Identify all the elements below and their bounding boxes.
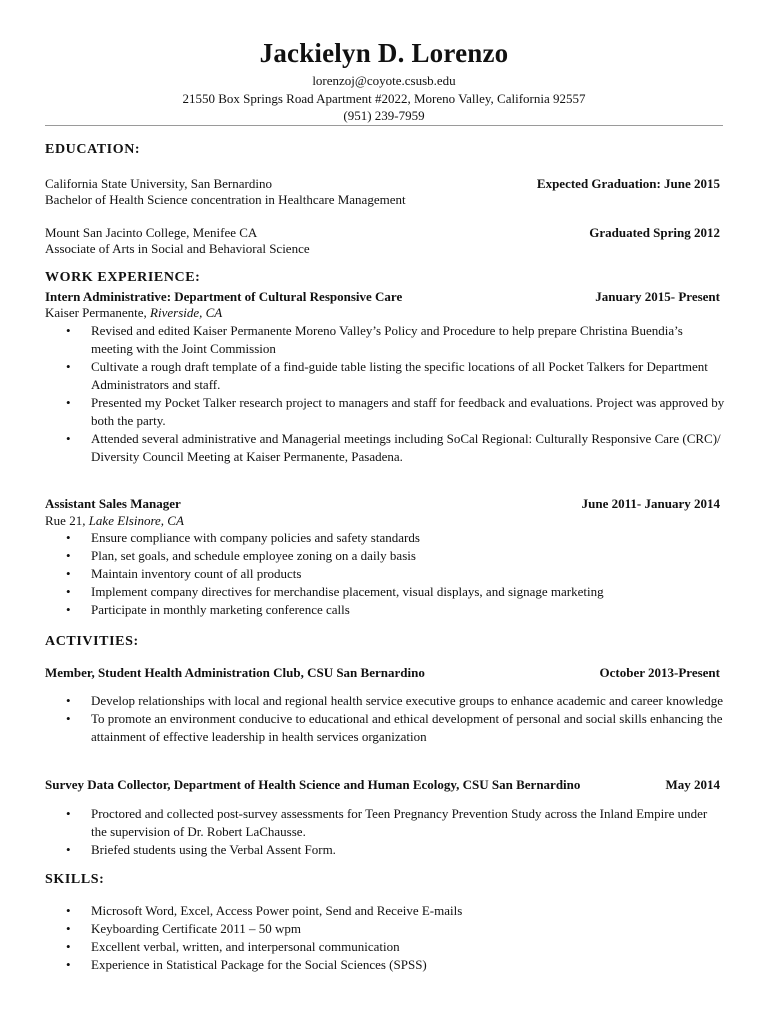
list-item: • Excellent verbal, written, and interpersonal communication [66,938,726,956]
job-location: Lake Elsinore, CA [88,513,184,528]
candidate-name: Jackielyn D. Lorenzo [259,38,509,68]
header-divider [45,125,723,126]
activity-title: Survey Data Collector, Department of Health Science and Human Ecology, CSU San Bernardino [45,777,581,792]
job-employer: Rue 21, [45,513,89,528]
education-heading: EDUCATION: [45,142,141,157]
list-item: • Ensure compliance with company policies and safety standards [66,529,726,547]
list-item: • Briefed students using the Verbal Assent Form. [66,841,726,859]
list-item: • Implement company directives for merchandise placement, visual displays, and signage marketing [66,583,726,601]
activity-title: Member, Student Health Administration Club, CSU San Bernardino [45,665,425,680]
phone: (951) 239-7959 [343,108,425,123]
work-experience-heading: WORK EXPERIENCE: [45,270,201,285]
job-duties-list [66,322,726,466]
list-item: • Proctored and collected post-survey assessments for Teen Pregnancy Prevention Study across the Inland Empire under the supervision of Dr. Robert LaChausse. [66,805,726,841]
education-school: Mount San Jacinto College, Menifee CA [45,225,258,240]
job-employer-line [45,512,184,529]
list-item: • Keyboarding Certificate 2011 – 50 wpm [66,920,726,938]
email: lorenzoj@coyote.csusb.edu [312,73,456,88]
job-title: Assistant Sales Manager [45,496,181,511]
job-location: Riverside, CA [150,305,223,320]
list-item: • Cultivate a rough draft template of a find-guide table listing the specific locations of all Pocket Talkers for Department Administrators and staff. [66,358,726,394]
skills-list [66,902,726,974]
list-item: • Participate in monthly marketing conference calls [66,601,726,619]
list-item: • Attended several administrative and Managerial meetings including SoCal Regional: Culturally Responsive Care (CRC)/ Diversity Council Meeting at Kaiser Permanente, Pasadena. [66,430,726,466]
activity-date: October 2013-Present [599,665,720,680]
list-item: • Plan, set goals, and schedule employee zoning on a daily basis [66,547,726,565]
education-degree: Associate of Arts in Social and Behavioral Science [45,241,310,256]
job-title: Intern Administrative: Department of Cultural Responsive Care [45,289,403,304]
education-school: California State University, San Bernardino [45,176,272,191]
address: 21550 Box Springs Road Apartment #2022, Moreno Valley, California 92557 [182,91,586,106]
education-degree: Bachelor of Health Science concentration in Healthcare Management [45,192,406,207]
list-item: • Develop relationships with local and regional health service executive groups to enhance academic and career knowledge [66,692,726,710]
list-item: • Presented my Pocket Talker research project to managers and staff for feedback and evaluations. Project was approved by both the party. [66,394,726,430]
job-employer-line [45,304,222,321]
education-date: Expected Graduation: June 2015 [536,176,720,191]
list-item: • Maintain inventory count of all products [66,565,726,583]
activity-date: May 2014 [665,777,720,792]
skills-heading: SKILLS: [45,872,105,887]
list-item: • Microsoft Word, Excel, Access Power point, Send and Receive E-mails [66,902,726,920]
list-item: • Experience in Statistical Package for the Social Sciences (SPSS) [66,956,726,974]
job-employer: Kaiser Permanente, [45,305,151,320]
job-date: June 2011- January 2014 [581,496,720,511]
education-date: Graduated Spring 2012 [589,225,720,240]
activities-heading: ACTIVITIES: [45,634,139,649]
job-date: January 2015- Present [595,289,720,304]
activity-duties-list [66,805,726,859]
job-duties-list [66,529,726,619]
list-item: • To promote an environment conducive to educational and ethical development of personal and social skills enhancing the attainment of effective leadership in health services organization [66,710,726,746]
activity-duties-list [66,692,726,746]
list-item: • Revised and edited Kaiser Permanente Moreno Valley’s Policy and Procedure to help prepare Christina Buendia’s meeting with the Joint Commission [66,322,726,358]
